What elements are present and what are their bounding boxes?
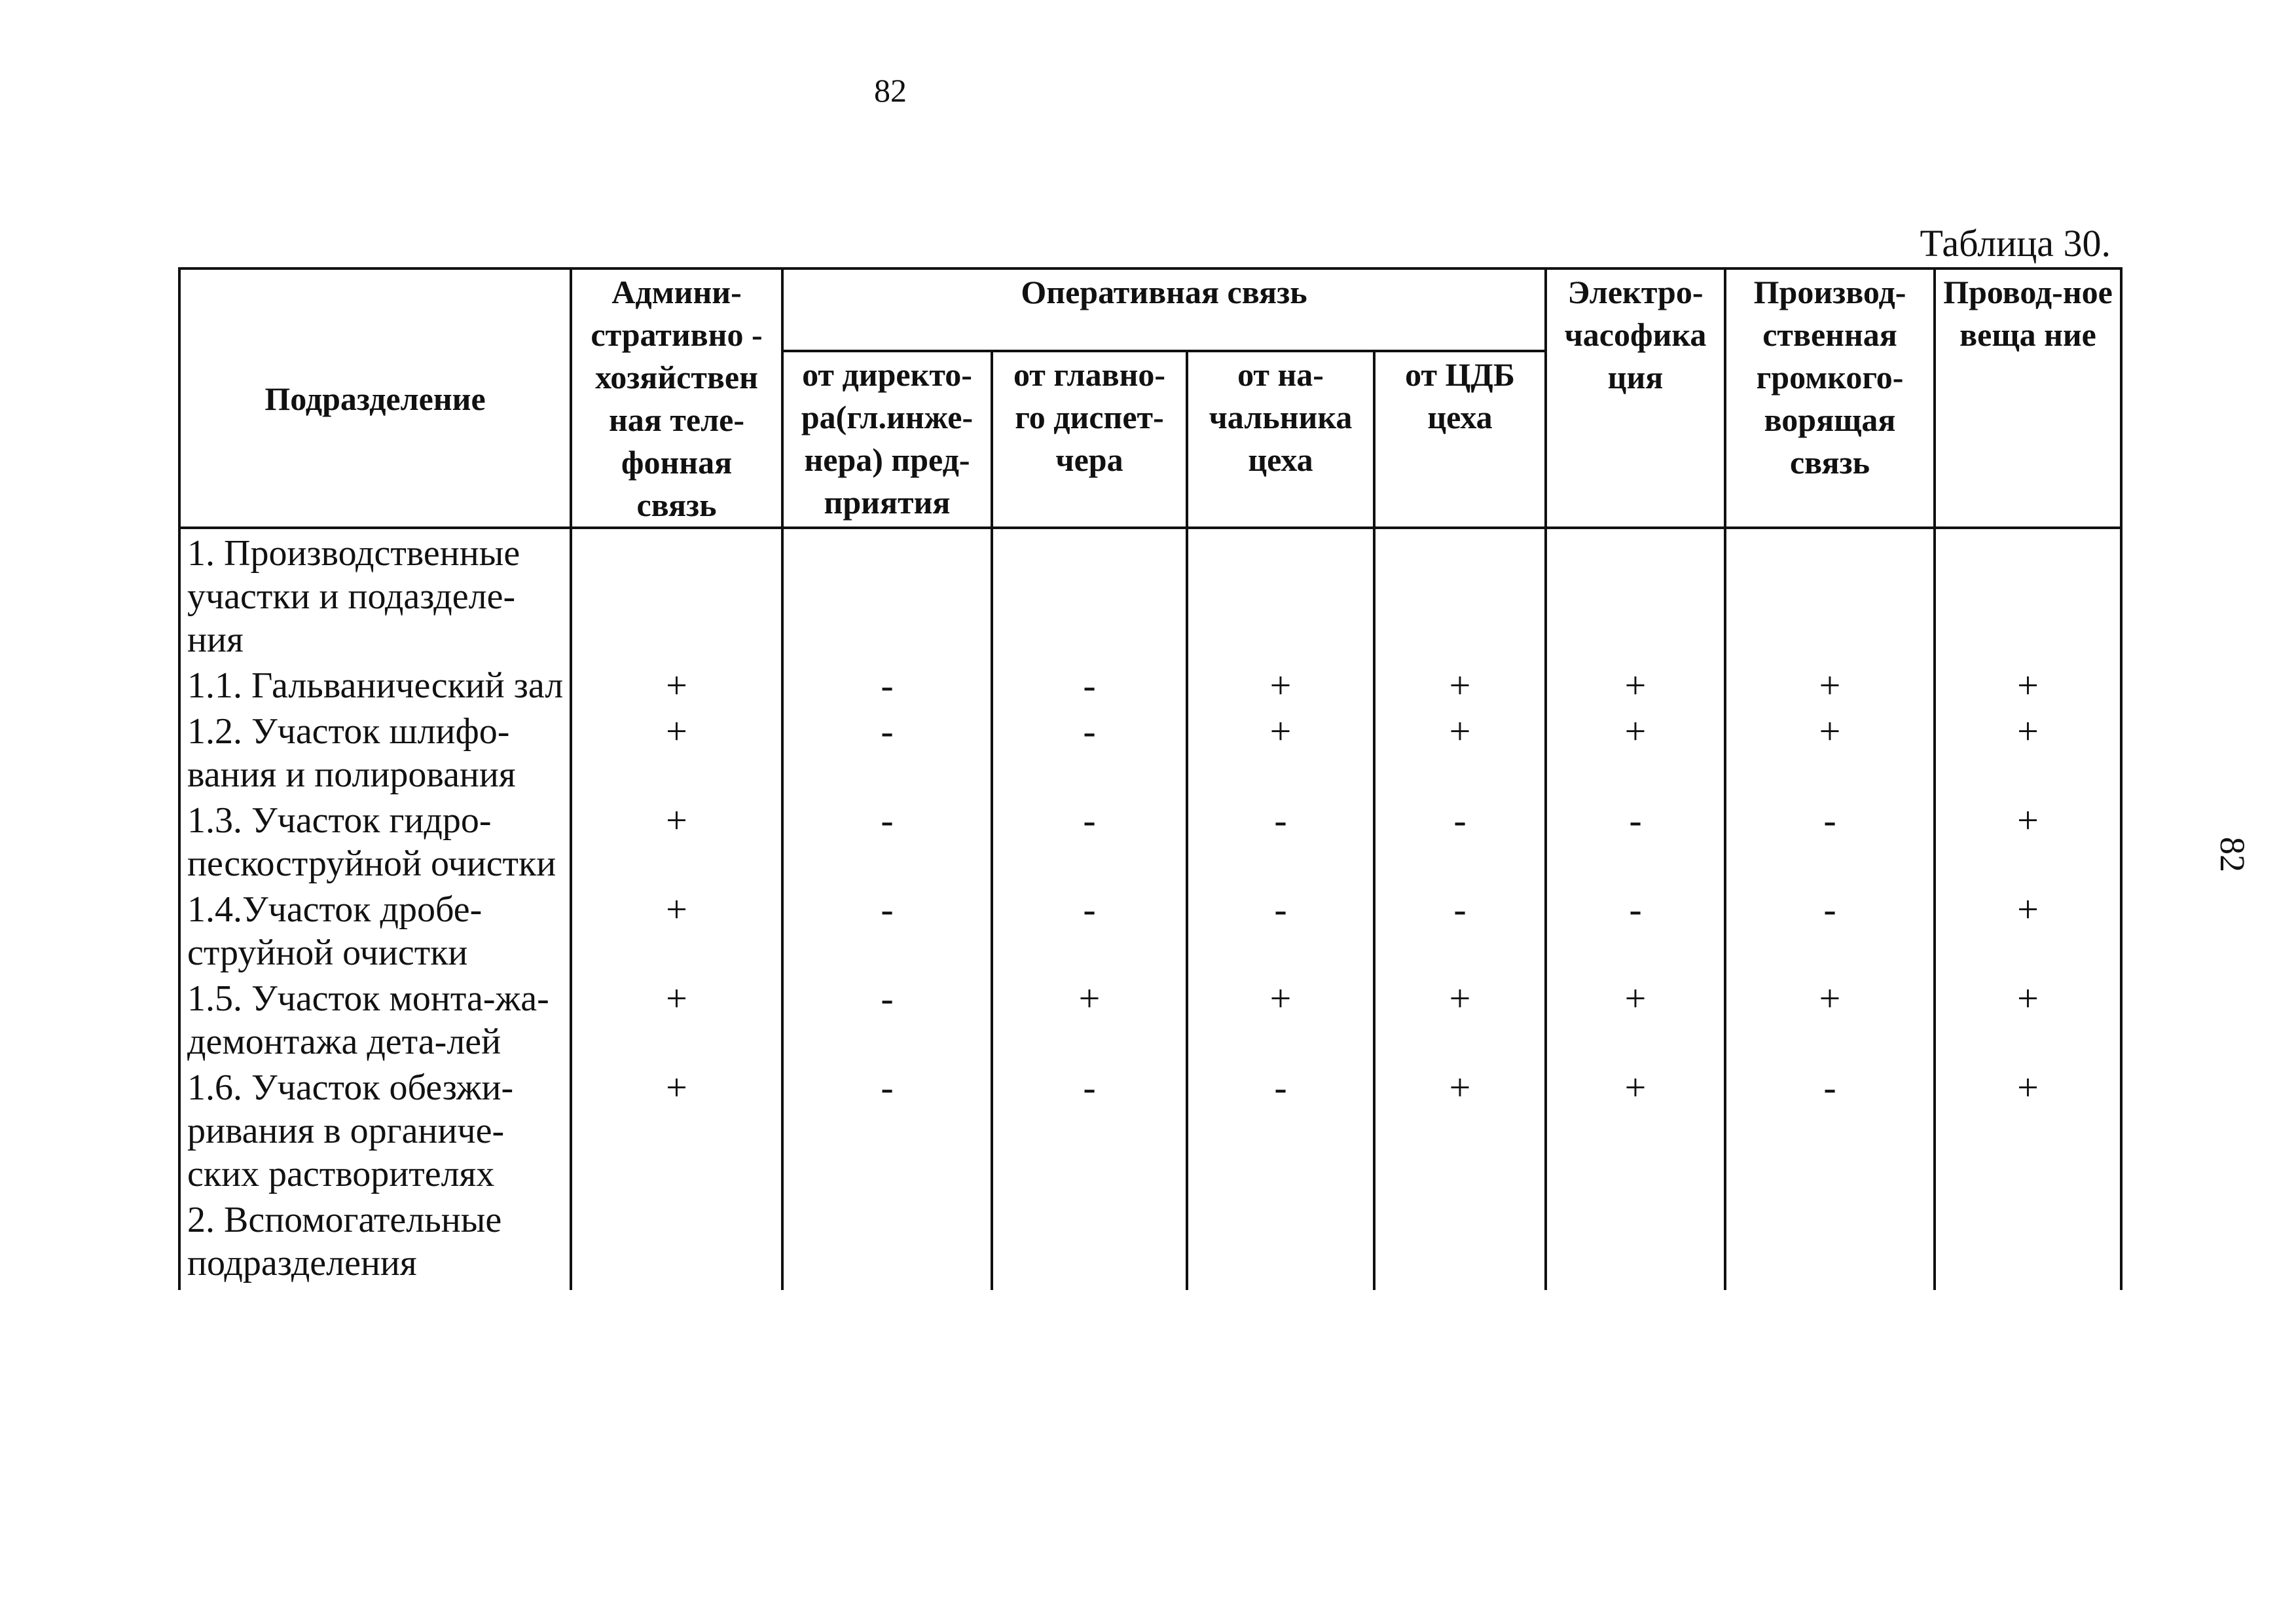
row-mark-cell: + (1374, 1063, 1546, 1196)
row-mark-cell: + (1187, 974, 1374, 1063)
row-mark-cell: + (1374, 707, 1546, 796)
row-mark-cell (992, 528, 1187, 661)
page-number-top: 82 (874, 72, 907, 109)
table-row (179, 1063, 2121, 1196)
row-mark-cell: - (1374, 796, 1546, 885)
row-mark-cell: + (1374, 974, 1546, 1063)
row-mark-cell: + (571, 661, 782, 707)
row-mark-cell (1546, 1196, 1725, 1290)
row-division-name: 1.3. Участок гидро-пескоструйной очистки (179, 796, 571, 885)
page-number-side: 82 (2213, 837, 2252, 872)
row-mark-cell: - (992, 1063, 1187, 1196)
row-mark-cell: + (1725, 974, 1935, 1063)
row-mark-cell: - (782, 707, 992, 796)
row-mark-cell: + (1725, 707, 1935, 796)
header-op-director: от директо-ра(гл.инже-нера) пред-приятия (782, 351, 992, 528)
row-mark-cell: + (1546, 661, 1725, 707)
row-mark-cell: + (1935, 796, 2121, 885)
header-division: Подразделение (179, 268, 571, 528)
row-mark-cell (1546, 528, 1725, 661)
table-row (179, 885, 2121, 974)
row-mark-cell: - (1374, 885, 1546, 974)
header-op-chief: от на-чальника цеха (1187, 351, 1374, 528)
header-admin-phone: Админи-стративно - хозяйствен ная теле-фонная связь (571, 268, 782, 528)
row-mark-cell: - (992, 707, 1187, 796)
row-mark-cell: + (1546, 974, 1725, 1063)
header-operative-group: Оперативная связь (782, 268, 1546, 351)
header-wired-broadcast: Провод-ное веща ние (1935, 268, 2121, 528)
row-mark-cell: - (782, 1063, 992, 1196)
row-mark-cell: - (1725, 885, 1935, 974)
row-mark-cell: + (1187, 707, 1374, 796)
row-mark-cell (1374, 528, 1546, 661)
row-mark-cell: - (992, 796, 1187, 885)
row-mark-cell: + (1935, 1063, 2121, 1196)
row-mark-cell: + (1935, 974, 2121, 1063)
row-mark-cell: - (782, 796, 992, 885)
table-row (179, 1196, 2121, 1290)
row-mark-cell: + (1725, 661, 1935, 707)
row-mark-cell: - (1546, 796, 1725, 885)
row-mark-cell (1187, 528, 1374, 661)
row-division-name: 1.1. Гальванический зал (179, 661, 571, 707)
row-mark-cell (1725, 1196, 1935, 1290)
row-mark-cell: + (571, 974, 782, 1063)
row-mark-cell: - (782, 885, 992, 974)
row-division-name: 2. Вспомогательные подразделения (179, 1196, 571, 1290)
row-mark-cell: - (1725, 796, 1935, 885)
row-mark-cell: + (571, 1063, 782, 1196)
row-mark-cell (1935, 528, 2121, 661)
table-row (179, 974, 2121, 1063)
row-division-name: 1.4.Участок дробе-струйной очистки (179, 885, 571, 974)
row-mark-cell: - (992, 661, 1187, 707)
table-row (179, 661, 2121, 707)
table-caption: Таблица 30. (1920, 222, 2111, 265)
row-mark-cell (782, 1196, 992, 1290)
row-mark-cell (1187, 1196, 1374, 1290)
row-mark-cell (992, 1196, 1187, 1290)
row-mark-cell (782, 528, 992, 661)
header-electro-clock: Электро-часофика ция (1546, 268, 1725, 528)
row-mark-cell: - (1187, 885, 1374, 974)
row-mark-cell: - (992, 885, 1187, 974)
row-mark-cell: + (1546, 707, 1725, 796)
header-op-cdb: от ЦДБ цеха (1374, 351, 1546, 528)
row-division-name: 1.5. Участок монта-жа-демонтажа дета-лей (179, 974, 571, 1063)
row-mark-cell: + (1935, 707, 2121, 796)
row-mark-cell: + (571, 707, 782, 796)
row-mark-cell: + (571, 885, 782, 974)
row-mark-cell (571, 1196, 782, 1290)
header-loudspeaker: Производ-ственная громкого-ворящая связь (1725, 268, 1935, 528)
row-mark-cell: - (782, 974, 992, 1063)
row-division-name: 1. Производственные участки и подазделе-ния (179, 528, 571, 661)
header-op-dispatcher: от главно-го диспет-чера (992, 351, 1187, 528)
row-mark-cell (1935, 1196, 2121, 1290)
row-mark-cell: - (1725, 1063, 1935, 1196)
row-mark-cell: + (992, 974, 1187, 1063)
row-mark-cell: + (571, 796, 782, 885)
row-mark-cell (1725, 528, 1935, 661)
row-division-name: 1.6. Участок обезжи-ривания в органиче-ских растворителях (179, 1063, 571, 1196)
row-mark-cell: - (782, 661, 992, 707)
row-mark-cell: - (1187, 796, 1374, 885)
row-mark-cell: - (1546, 885, 1725, 974)
row-mark-cell (1374, 1196, 1546, 1290)
row-mark-cell: + (1374, 661, 1546, 707)
row-division-name: 1.2. Участок шлифо-вания и полирования (179, 707, 571, 796)
row-mark-cell: + (1187, 661, 1374, 707)
row-mark-cell: - (1187, 1063, 1374, 1196)
table-row (179, 528, 2121, 661)
row-mark-cell (571, 528, 782, 661)
communication-table (178, 267, 2123, 1290)
table-row (179, 707, 2121, 796)
row-mark-cell: + (1546, 1063, 1725, 1196)
table-row (179, 796, 2121, 885)
row-mark-cell: + (1935, 885, 2121, 974)
row-mark-cell: + (1935, 661, 2121, 707)
